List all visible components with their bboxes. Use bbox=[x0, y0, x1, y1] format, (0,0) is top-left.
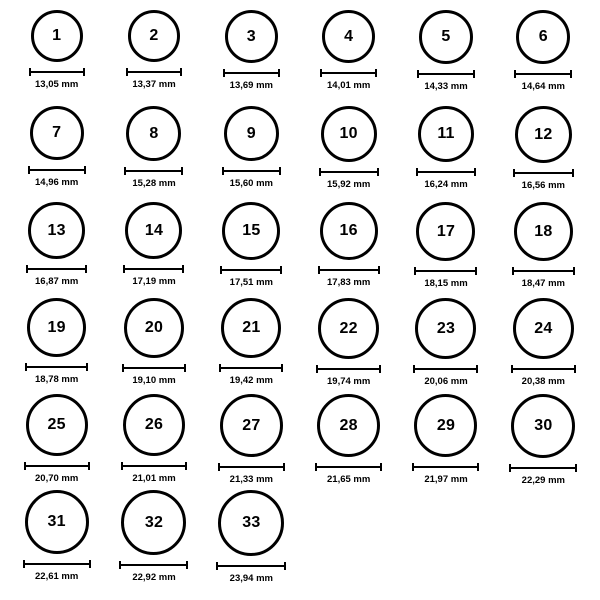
ring-size-cell[interactable] bbox=[300, 202, 397, 298]
caliper-bar bbox=[220, 269, 282, 271]
ring-size-cell[interactable] bbox=[105, 202, 202, 298]
ring-size-cell[interactable] bbox=[203, 394, 300, 490]
ring-diameter-text: 13,37 mm bbox=[132, 79, 176, 90]
ring-diameter-text: 15,60 mm bbox=[229, 178, 273, 189]
ring-circle bbox=[320, 202, 378, 260]
ring-diameter-text: 14,64 mm bbox=[521, 81, 565, 92]
caliper-bar bbox=[219, 367, 283, 369]
ring-diameter-text: 22,29 mm bbox=[521, 475, 565, 486]
ring-size-cell[interactable] bbox=[8, 10, 105, 106]
ring-size-label: 24 bbox=[534, 319, 553, 337]
diameter-caliper-icon bbox=[319, 167, 379, 176]
ring-size-cell[interactable] bbox=[203, 490, 300, 586]
diameter-caliper-icon bbox=[216, 561, 286, 570]
caliper-bar bbox=[123, 268, 184, 270]
ring-size-cell[interactable] bbox=[495, 10, 592, 106]
ring-size-cell[interactable] bbox=[495, 106, 592, 202]
caliper-bar bbox=[417, 73, 475, 75]
diameter-caliper-icon bbox=[512, 266, 575, 275]
ring-size-label: 11 bbox=[437, 125, 455, 142]
ring-circle bbox=[27, 298, 86, 357]
ring-diameter-text: 14,33 mm bbox=[424, 81, 468, 92]
ring-diameter-text: 20,38 mm bbox=[521, 376, 565, 387]
ring-size-label: 15 bbox=[242, 222, 261, 239]
diameter-caliper-icon bbox=[122, 363, 186, 372]
ring-size-label: 12 bbox=[534, 125, 553, 143]
ring-diameter-text: 16,56 mm bbox=[521, 180, 565, 191]
diameter-caliper-icon bbox=[414, 266, 477, 275]
diameter-caliper-icon bbox=[315, 462, 382, 471]
ring-size-label: 4 bbox=[344, 27, 354, 45]
diameter-caliper-icon bbox=[218, 462, 285, 471]
ring-size-label: 27 bbox=[242, 416, 261, 434]
ring-size-cell[interactable] bbox=[495, 298, 592, 394]
ring-size-label: 26 bbox=[144, 416, 164, 433]
diameter-caliper-icon bbox=[514, 69, 572, 78]
ring-size-cell[interactable] bbox=[8, 202, 105, 298]
ring-size-label: 3 bbox=[246, 27, 256, 45]
ring-size-label: 23 bbox=[436, 319, 456, 337]
diameter-caliper-icon bbox=[126, 67, 182, 76]
ring-size-cell[interactable] bbox=[8, 106, 105, 202]
ring-circle bbox=[123, 394, 185, 456]
ring-diameter-text: 14,01 mm bbox=[327, 80, 371, 91]
ring-diameter-text: 19,74 mm bbox=[327, 376, 371, 387]
ring-size-label: 13 bbox=[47, 221, 66, 239]
ring-circle bbox=[28, 202, 85, 259]
diameter-caliper-icon bbox=[25, 362, 88, 371]
caliper-bar bbox=[23, 563, 91, 565]
ring-circle bbox=[516, 10, 570, 64]
ring-circle bbox=[31, 10, 83, 62]
ring-diameter-text: 17,19 mm bbox=[132, 276, 176, 287]
caliper-bar bbox=[416, 171, 476, 173]
ring-size-label: 29 bbox=[436, 416, 456, 434]
ring-size-cell[interactable] bbox=[105, 298, 202, 394]
diameter-caliper-icon bbox=[318, 265, 380, 274]
caliper-bar bbox=[514, 73, 572, 75]
ring-size-cell[interactable] bbox=[397, 10, 494, 106]
ring-size-label: 25 bbox=[47, 416, 66, 433]
ring-diameter-text: 18,78 mm bbox=[35, 374, 79, 385]
ring-diameter-text: 21,97 mm bbox=[424, 474, 468, 485]
ring-circle bbox=[30, 106, 84, 160]
ring-size-cell[interactable] bbox=[300, 394, 397, 490]
diameter-caliper-icon bbox=[28, 165, 86, 174]
ring-diameter-text: 17,51 mm bbox=[229, 277, 273, 288]
ring-diameter-text: 22,61 mm bbox=[35, 571, 79, 582]
ring-circle bbox=[121, 490, 186, 555]
caliper-bar bbox=[28, 169, 86, 171]
ring-circle bbox=[513, 298, 574, 359]
ring-size-cell[interactable] bbox=[495, 202, 592, 298]
caliper-bar bbox=[223, 72, 280, 74]
ring-diameter-text: 18,15 mm bbox=[424, 278, 468, 289]
ring-size-cell[interactable] bbox=[203, 10, 300, 106]
ring-size-label: 21 bbox=[242, 319, 261, 336]
ring-size-label: 8 bbox=[149, 124, 159, 142]
diameter-caliper-icon bbox=[511, 364, 576, 373]
ring-size-cell[interactable] bbox=[397, 106, 494, 202]
ring-circle bbox=[322, 10, 375, 63]
diameter-caliper-icon bbox=[24, 461, 90, 470]
ring-size-label: 10 bbox=[339, 125, 358, 142]
diameter-caliper-icon bbox=[412, 462, 479, 471]
diameter-caliper-icon bbox=[219, 363, 283, 372]
diameter-caliper-icon bbox=[124, 166, 183, 175]
ring-circle bbox=[225, 10, 278, 63]
ring-circle bbox=[125, 202, 182, 259]
ring-diameter-text: 13,05 mm bbox=[35, 79, 79, 90]
ring-size-label: 5 bbox=[441, 28, 451, 45]
diameter-caliper-icon bbox=[513, 168, 574, 177]
ring-size-cell[interactable] bbox=[300, 298, 397, 394]
ring-size-label: 18 bbox=[534, 222, 553, 240]
ring-size-label: 19 bbox=[47, 318, 66, 336]
ring-size-cell[interactable] bbox=[397, 394, 494, 490]
ring-circle bbox=[218, 490, 284, 556]
ring-size-cell[interactable] bbox=[300, 106, 397, 202]
ring-diameter-text: 16,87 mm bbox=[35, 276, 79, 287]
ring-circle bbox=[220, 394, 283, 457]
ring-circle bbox=[414, 394, 477, 457]
ring-size-label: 22 bbox=[339, 319, 358, 337]
ring-diameter-text: 18,47 mm bbox=[521, 278, 565, 289]
ring-size-label: 20 bbox=[144, 319, 164, 336]
caliper-bar bbox=[412, 466, 479, 468]
ring-circle bbox=[415, 298, 476, 359]
caliper-bar bbox=[512, 270, 575, 272]
ring-circle bbox=[514, 202, 573, 261]
diameter-caliper-icon bbox=[222, 166, 281, 175]
ring-circle bbox=[128, 10, 180, 62]
ring-diameter-text: 20,70 mm bbox=[35, 473, 79, 484]
diameter-caliper-icon bbox=[416, 167, 476, 176]
ring-diameter-text: 19,42 mm bbox=[229, 375, 273, 386]
ring-size-cell[interactable] bbox=[8, 490, 105, 586]
diameter-caliper-icon bbox=[320, 68, 377, 77]
ring-diameter-text: 19,10 mm bbox=[132, 375, 176, 386]
ring-circle bbox=[511, 394, 575, 458]
caliper-bar bbox=[413, 368, 478, 370]
ring-circle bbox=[418, 106, 474, 162]
caliper-bar bbox=[511, 368, 576, 370]
ring-size-cell[interactable] bbox=[105, 394, 202, 490]
ring-diameter-text: 21,65 mm bbox=[327, 474, 371, 485]
ring-circle bbox=[321, 106, 377, 162]
caliper-bar bbox=[414, 270, 477, 272]
caliper-bar bbox=[216, 565, 286, 567]
ring-size-label: 33 bbox=[242, 514, 261, 531]
ring-size-cell[interactable] bbox=[8, 298, 105, 394]
caliper-bar bbox=[124, 170, 183, 172]
diameter-caliper-icon bbox=[26, 264, 87, 273]
diameter-caliper-icon bbox=[121, 461, 187, 470]
ring-size-label: 16 bbox=[339, 222, 358, 239]
diameter-caliper-icon bbox=[417, 69, 475, 78]
ring-size-label: 1 bbox=[52, 27, 62, 44]
ring-diameter-text: 23,94 mm bbox=[229, 573, 273, 584]
ring-size-grid bbox=[8, 10, 592, 586]
caliper-bar bbox=[316, 368, 381, 370]
diameter-caliper-icon bbox=[509, 463, 577, 472]
ring-circle bbox=[515, 106, 572, 163]
ring-size-cell[interactable] bbox=[203, 106, 300, 202]
diameter-caliper-icon bbox=[223, 68, 280, 77]
ring-circle bbox=[416, 202, 475, 261]
ring-diameter-text: 15,92 mm bbox=[327, 179, 371, 190]
ring-size-cell[interactable] bbox=[105, 490, 202, 586]
ring-size-cell[interactable] bbox=[105, 10, 202, 106]
ring-size-cell[interactable] bbox=[495, 394, 592, 490]
ring-circle bbox=[124, 298, 184, 358]
ring-diameter-text: 22,92 mm bbox=[132, 572, 176, 583]
caliper-bar bbox=[509, 467, 577, 469]
ring-size-cell[interactable] bbox=[8, 394, 105, 490]
ring-size-label: 31 bbox=[47, 513, 66, 530]
caliper-bar bbox=[315, 466, 382, 468]
ring-size-label: 32 bbox=[144, 513, 164, 531]
caliper-bar bbox=[319, 171, 379, 173]
caliper-bar bbox=[318, 269, 380, 271]
ring-size-label: 6 bbox=[538, 28, 548, 45]
ring-size-cell[interactable] bbox=[105, 106, 202, 202]
ring-size-cell[interactable] bbox=[203, 202, 300, 298]
ring-diameter-text: 21,01 mm bbox=[132, 473, 176, 484]
caliper-bar bbox=[320, 72, 377, 74]
diameter-caliper-icon bbox=[220, 265, 282, 274]
caliper-bar bbox=[513, 172, 574, 174]
caliper-bar bbox=[126, 71, 182, 73]
caliper-bar bbox=[222, 170, 281, 172]
ring-size-label: 30 bbox=[534, 417, 553, 434]
ring-diameter-text: 13,69 mm bbox=[229, 80, 273, 91]
diameter-caliper-icon bbox=[119, 560, 188, 569]
caliper-bar bbox=[119, 564, 188, 566]
caliper-bar bbox=[26, 268, 87, 270]
ring-size-label: 7 bbox=[52, 124, 62, 141]
ring-circle bbox=[318, 298, 379, 359]
ring-size-label: 9 bbox=[246, 124, 256, 142]
ring-size-label: 14 bbox=[144, 221, 164, 239]
diameter-caliper-icon bbox=[316, 364, 381, 373]
ring-size-label: 2 bbox=[149, 27, 159, 44]
ring-size-cell[interactable] bbox=[397, 298, 494, 394]
ring-size-cell[interactable] bbox=[397, 202, 494, 298]
diameter-caliper-icon bbox=[413, 364, 478, 373]
ring-circle bbox=[25, 490, 89, 554]
ring-size-cell[interactable] bbox=[203, 298, 300, 394]
ring-circle bbox=[126, 106, 181, 161]
ring-circle bbox=[224, 106, 279, 161]
ring-size-label: 28 bbox=[339, 416, 358, 434]
caliper-bar bbox=[218, 466, 285, 468]
ring-size-label: 17 bbox=[436, 222, 456, 240]
caliper-bar bbox=[24, 465, 90, 467]
ring-diameter-text: 16,24 mm bbox=[424, 179, 468, 190]
ring-circle bbox=[222, 202, 280, 260]
ring-diameter-text: 21,33 mm bbox=[229, 474, 273, 485]
caliper-bar bbox=[122, 367, 186, 369]
ring-circle bbox=[26, 394, 88, 456]
caliper-bar bbox=[121, 465, 187, 467]
ring-diameter-text: 15,28 mm bbox=[132, 178, 176, 189]
diameter-caliper-icon bbox=[123, 264, 184, 273]
caliper-bar bbox=[29, 71, 85, 73]
ring-size-cell[interactable] bbox=[300, 10, 397, 106]
ring-diameter-text: 17,83 mm bbox=[327, 277, 371, 288]
ring-circle bbox=[317, 394, 380, 457]
ring-circle bbox=[221, 298, 281, 358]
ring-circle bbox=[419, 10, 473, 64]
diameter-caliper-icon bbox=[23, 559, 91, 568]
ring-diameter-text: 14,96 mm bbox=[35, 177, 79, 188]
caliper-bar bbox=[25, 366, 88, 368]
diameter-caliper-icon bbox=[29, 67, 85, 76]
ring-diameter-text: 20,06 mm bbox=[424, 376, 468, 387]
